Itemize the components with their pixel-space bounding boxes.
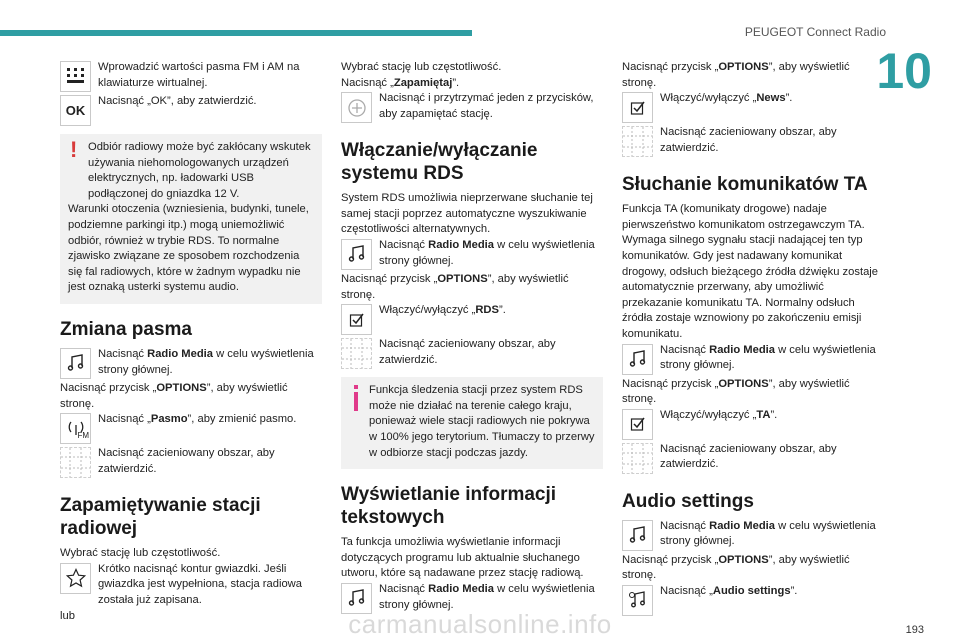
- heading-wyswietlanie: Wyświetlanie informacji tekstowych: [341, 484, 557, 529]
- checkbox-icon: [622, 409, 653, 440]
- checkbox-icon: [341, 304, 372, 335]
- watermark: carmanualsonline.info: [348, 609, 612, 639]
- page-number: 193: [905, 624, 924, 636]
- heading-audio-settings: Audio settings: [622, 490, 754, 512]
- music-note-icon: [60, 348, 91, 379]
- chapter-number: 10: [876, 43, 932, 99]
- heading-zapamietywanie: Zapamiętywanie stacji radiowej: [60, 495, 261, 540]
- music-note-icon: [622, 344, 653, 375]
- text-options-5: Nacisnąć przycisk „OPTIONS”, aby wyświetlić stronę.: [622, 553, 850, 582]
- step-pasmo: FM Nacisnąć „Pasmo”, aby zmienić pasmo.: [60, 412, 322, 446]
- text-options-3: Nacisnąć przycisk „OPTIONS”, aby wyświetlić stronę.: [622, 61, 850, 89]
- step-radio-media-3: Nacisnąć Radio Media w celu wyświetlenia strony głównej.: [341, 582, 603, 616]
- column-3: Nacisnąć przycisk „OPTIONS”, aby wyświetlić stronę. Włączyć/wyłączyć „News”. Nacisnąć zacieniowany obszar, aby zatwierdzić. Słuchanie komunikatów TA Funkcja TA (komunikaty drogowe) nadaje pierwszeństwo komunikatom ostrzegawczym TA. Wymaga silnego sygnału stacji nadającej ten typ komunikatów. Gdy jest nadawany komunikat drogowy, odsłuch bieżącego źródła dźwięku zostaje automatycznie przerwany, aby umożliwić przekazanie komunikatu TA. Normalny odsłuch źródła zostaje wznowiony po zakończeniu emisji komunikatu. Nacisnąć Radio Media w celu wyświetlenia strony głównej. Nacisnąć przycisk „OPTIONS”, aby wyświetlić stronę. Włączyć/wyłączyć „TA”. Nacisnąć zacieniowany obszar, aby zatwierdzić. Audio settings Nacisnąć Radio Media w celu wyświetlenia strony głównej. Nacisnąć przycisk „OPTIONS”, aby wyświetlić stronę. Nacisnąć „Audio settings”.: [622, 60, 884, 618]
- heading-rds: Włączanie/wyłączanie systemu RDS: [341, 140, 538, 185]
- step-rds-toggle: Włączyć/wyłączyć „RDS”.: [341, 303, 603, 337]
- ok-icon: OK: [60, 95, 91, 126]
- top-accent-bar: [0, 30, 472, 36]
- shaded-area-icon: [622, 443, 653, 474]
- step-radio-media-5: Nacisnąć Radio Media w celu wyświetlenia strony głównej.: [622, 519, 884, 553]
- step-hold: Nacisnąć i przytrzymać jeden z przycisków, aby zapamiętać stację.: [341, 91, 603, 125]
- checkbox-icon: [622, 92, 653, 123]
- info-note: Funkcja śledzenia stacji przez system RDS może nie działać na terenie całego kraju, ponieważ wiele stacji radiowych nie pokrywa w 100% jego terytorium. Tłumaczy to przerwy w odbiorze stacji podczas jazdy.: [341, 377, 603, 469]
- column-1: Wprowadzić wartości pasma FM i AM na klawiaturze wirtualnej. OK Nacisnąć „OK”, aby zatwierdzić. ! Odbiór radiowy może być zakłócany wskutek używania niehomologowanych urządzeń elektrycznych, np. ładowarki USB podłączonej do gniazdka 12 V. Warunki otoczenia (wzniesienia, budynki, tunele, podziemne parkingi itp.) mogą uniemożliwić odbiór, również w trybie RDS. To normalne zjawisko związane ze sposobem rozchodzenia się fal radiowych, które w żadnym wypadku nie jest oznaką usterki systemu audio. Zmiana pasma Nacisnąć Radio Media w celu wyświetlenia strony głównej. Nacisnąć przycisk „OPTIONS”, aby wyświetlić stronę. FM Nacisnąć „Pasmo”, aby zmienić pasmo. Nacisnąć zacieniowany obszar, aby zatwierdzić. Zapamiętywanie stacji radiowej Wybrać stację lub częstotliwość. Krótko nacisnąć kontur gwiazdki. Jeśli gwiazdka jest wypełniona, stacja radiowa została już zapisana. lub: [60, 60, 322, 624]
- fm-radio-icon: FM: [60, 413, 91, 444]
- column-2: Wybrać stację lub częstotliwość. Nacisnąć „Zapamiętaj”. Nacisnąć i przytrzymać jeden z przycisków, aby zapamiętać stację. Włączanie/wyłączanie systemu RDS System RDS umożliwia nieprzerwane słuchanie tej samej stacji poprzez automatyczne wyszukiwanie częstotliwości alternatywnych. Nacisnąć Radio Media w celu wyświetlenia strony głównej. Nacisnąć przycisk „OPTIONS”, aby wyświetlić stronę. Włączyć/wyłączyć „RDS”. Nacisnąć zacieniowany obszar, aby zatwierdzić. Funkcja śledzenia stacji przez system RDS może nie działać na terenie całego kraju, ponieważ wiele stacji radiowych nie pokrywa w 100% jego terytorium. Tłumaczy to przerwy w odbiorze stacji podczas jazdy. Wyświetlanie informacji tekstowych Ta funkcja umożliwia wyświetlanie informacji dotyczących programu lub aktualnie słuchanego utworu, które są nadawane przez stację radiową. Nacisnąć Radio Media w celu wyświetlenia strony głównej.: [341, 60, 603, 616]
- music-note-icon: [341, 239, 372, 270]
- shaded-area-icon: [341, 338, 372, 369]
- heading-ta: Słuchanie komunikatów TA: [622, 174, 868, 196]
- step-keyboard: Wprowadzić wartości pasma FM i AM na klawiaturze wirtualnej.: [60, 60, 322, 94]
- music-note-icon: [622, 520, 653, 551]
- step-radio-media-2: Nacisnąć Radio Media w celu wyświetlenia strony głównej.: [341, 238, 603, 272]
- warning-note: ! Odbiór radiowy może być zakłócany wskutek używania niehomologowanych urządzeń elektrycznych, np. ładowarki USB podłączonej do gniazdka 12 V. Warunki otoczenia (wzniesienia, budynki, tunele, podziemne parkingi itp.) mogą uniemożliwić odbiór, również w trybie RDS. To normalne zjawisko związane ze sposobem rozchodzenia się fal radiowych, które w żadnym wypadku nie jest oznaką usterki systemu audio.: [60, 134, 322, 304]
- info-icon: [353, 385, 358, 413]
- add-circle-icon: [341, 92, 372, 123]
- text-options-2: Nacisnąć przycisk „OPTIONS”, aby wyświetlić stronę.: [341, 272, 569, 301]
- warning-icon: !: [70, 137, 78, 162]
- star-icon: [60, 563, 91, 594]
- text-options-1: Nacisnąć przycisk „OPTIONS”, aby wyświetlić stronę.: [60, 381, 288, 410]
- running-header: PEUGEOT Connect Radio: [744, 25, 886, 39]
- step-news-toggle: Włączyć/wyłączyć „News”.: [622, 91, 884, 125]
- step-radio-media-4: Nacisnąć Radio Media w celu wyświetlenia strony głównej.: [622, 343, 884, 377]
- step-ok: OK Nacisnąć „OK”, aby zatwierdzić.: [60, 94, 322, 128]
- text-zapamietaj: Nacisnąć „Zapamiętaj”.: [341, 76, 460, 89]
- step-radio-media: Nacisnąć Radio Media w celu wyświetlenia strony głównej.: [60, 347, 322, 381]
- step-ta-toggle: Włączyć/wyłączyć „TA”.: [622, 408, 884, 442]
- step-confirm-1: Nacisnąć zacieniowany obszar, aby zatwierdzić.: [60, 446, 322, 480]
- shaded-area-icon: [622, 126, 653, 157]
- step-confirm-2: Nacisnąć zacieniowany obszar, aby zatwierdzić.: [341, 337, 603, 371]
- shaded-area-icon: [60, 447, 91, 478]
- step-confirm-4: Nacisnąć zacieniowany obszar, aby zatwierdzić.: [622, 442, 884, 476]
- text-options-4: Nacisnąć przycisk „OPTIONS”, aby wyświetlić stronę.: [622, 377, 850, 406]
- step-audio-settings: Nacisnąć „Audio settings”.: [622, 584, 884, 618]
- keypad-icon: [60, 61, 91, 92]
- step-star: Krótko nacisnąć kontur gwiazdki. Jeśli gwiazdka jest wypełniona, stacja radiowa została już zapisana.: [60, 562, 322, 609]
- heading-zmiana-pasma: Zmiana pasma: [60, 318, 192, 340]
- step-confirm-3: Nacisnąć zacieniowany obszar, aby zatwierdzić.: [622, 125, 884, 159]
